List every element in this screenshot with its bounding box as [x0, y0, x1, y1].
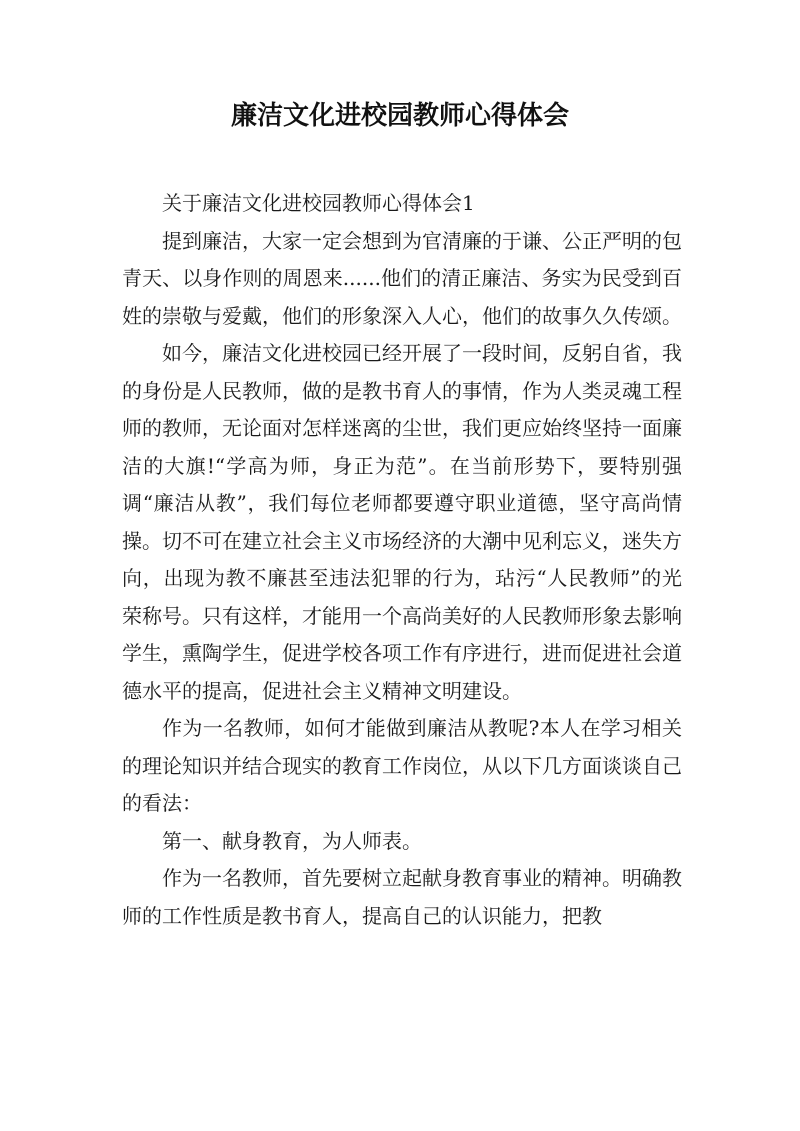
paragraph: 如今，廉洁文化进校园已经开展了一段时间，反躬自省，我的身份是人民教师，做的是教书育人的事情，作为人类灵魂工程师的教师，无论面对怎样迷离的尘世，我们更应始终坚持一面廉洁的大旗!“学高为师，身正为范”。在当前形势下，要特别强调“廉洁从教”，我们每位老师都要遵守职业道德，坚守高尚情操。切不可在建立社会主义市场经济的大潮中见利忘义，迷失方向，出现为教不廉甚至违法犯罪的行为，玷污“人民教师”的光荣称号。只有这样，才能用一个高尚美好的人民教师形象去影响学生，熏陶学生，促进学校各项工作有序进行，进而促进社会道德水平的提高，促进社会主义精神文明建设。: [122, 341, 682, 703]
document-title: 廉洁文化进校园教师心得体会: [230, 101, 569, 131]
document-body: [122, 185, 682, 935]
paragraph-section-heading: 第一、献身教育，为人师表。: [162, 828, 422, 853]
paragraph: 作为一名教师，如何才能做到廉洁从教呢?本人在学习相关的理论知识并结合现实的教育工作岗位，从以下几方面谈谈自己的看法：: [122, 716, 682, 815]
paragraph: 作为一名教师，首先要树立起献身教育事业的精神。明确教师的工作性质是教书育人，提高自己的认识能力，把教: [122, 866, 682, 928]
paragraph-heading: 关于廉洁文化进校园教师心得体会1: [162, 191, 475, 215]
paragraph: 提到廉洁，大家一定会想到为官清廉的于谦、公正严明的包青天、以身作则的周恩来......他们的清正廉洁、务实为民受到百姓的崇敬与爱戴，他们的形象深入人心，他们的故事久久传颂。: [122, 228, 682, 328]
